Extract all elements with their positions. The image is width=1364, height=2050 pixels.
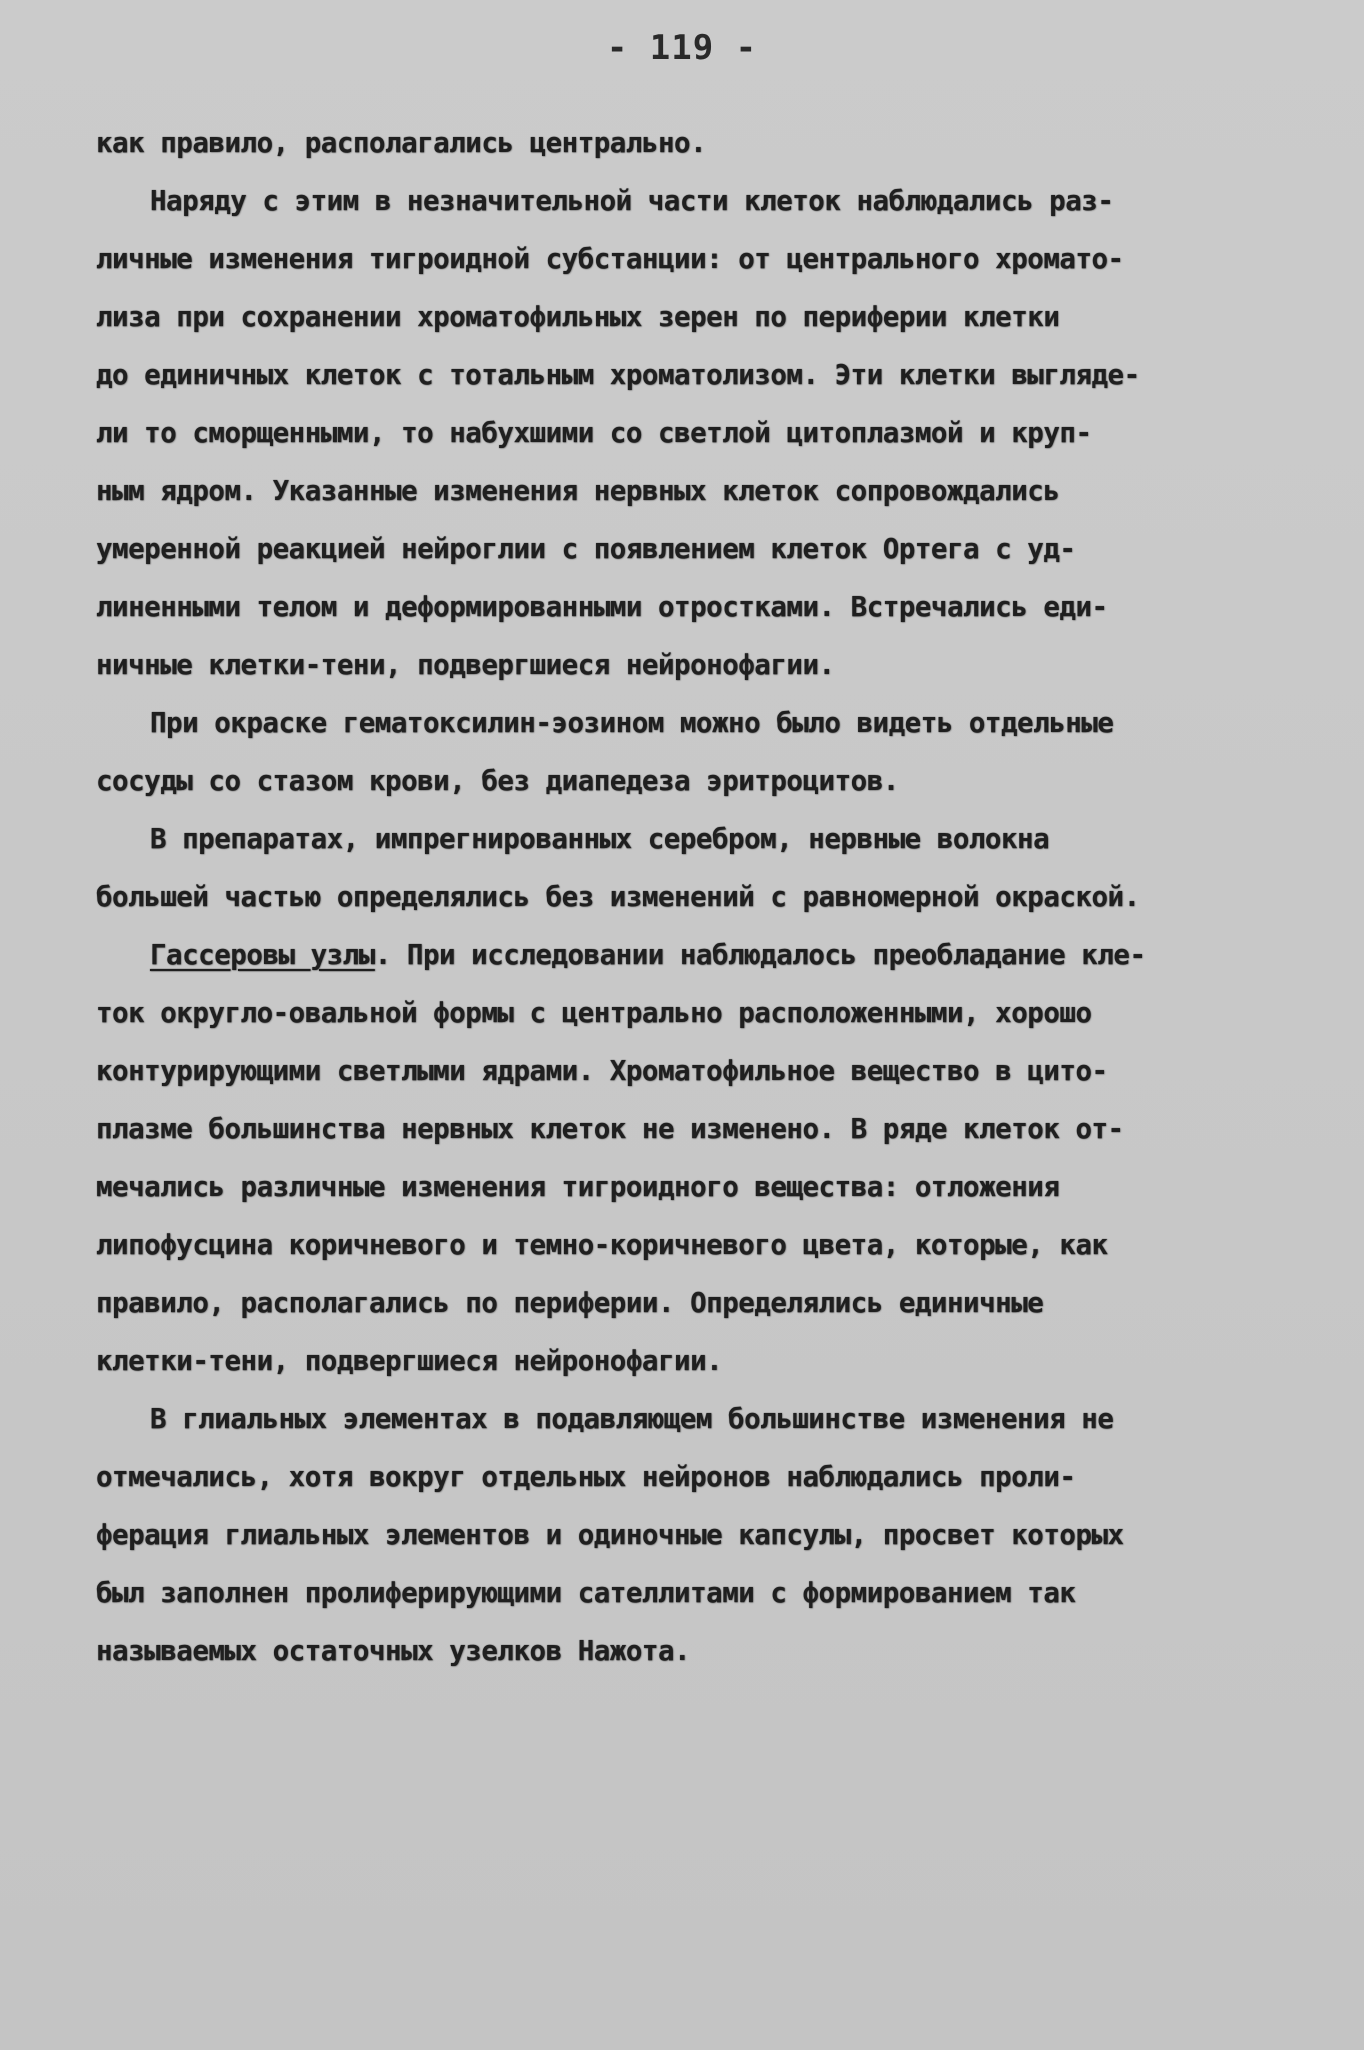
body-text (96, 114, 1256, 1680)
text-line: умеренной реакцией нейроглии с появлением клеток Ортега с уд- (96, 533, 1076, 565)
text-line: В препаратах, импрегнированных серебром, нервные волокна (150, 823, 1050, 855)
text-line: При окраске гематоксилин-эозином можно было видеть отдельные (150, 707, 1114, 739)
text-line: ным ядром. Указанные изменения нервных клеток сопровождались (96, 475, 1060, 507)
text-line: как правило, располагались центрально. (96, 127, 707, 159)
text-line: контурирующими светлыми ядрами. Хроматофильное вещество в цито- (96, 1055, 1108, 1087)
text-line: ферация глиальных элементов и одиночные капсулы, просвет которых (96, 1519, 1124, 1551)
text-line: мечались различные изменения тигроидного вещества: отложения (96, 1171, 1060, 1203)
text-line: до единичных клеток с тотальным хроматолизом. Эти клетки выгляде- (96, 359, 1140, 391)
text-line: плазме большинства нервных клеток не изменено. В ряде клеток от- (96, 1113, 1124, 1145)
text-line: отмечались, хотя вокруг отдельных нейронов наблюдались проли- (96, 1461, 1076, 1493)
text-line: ток округло-овальной формы с центрально расположенными, хорошо (96, 997, 1092, 1029)
text-line-rest: . При исследовании наблюдалось преобладание кле- (374, 939, 1146, 971)
text-line: правило, располагались по периферии. Определялись единичные (96, 1287, 1044, 1319)
text-line: липофусцина коричневого и темно-коричневого цвета, которые, как (96, 1229, 1108, 1261)
text-line: большей частью определялись без изменений с равномерной окраской. (96, 881, 1140, 913)
text-line: Наряду с этим в незначительной части клеток наблюдались раз- (150, 185, 1114, 217)
text-line: клетки-тени, подвергшиеся нейронофагии. (96, 1345, 723, 1377)
page-number: - 119 - (606, 28, 758, 68)
text-line: лиза при сохранении хроматофильных зерен по периферии клетки (96, 301, 1060, 333)
text-line: ничные клетки-тени, подвергшиеся нейронофагии. (96, 649, 835, 681)
text-line: был заполнен пролиферирующими сателлитами с формированием так (96, 1577, 1076, 1609)
text-line: личные изменения тигроидной субстанции: от центрального хромато- (96, 243, 1124, 275)
text-line: В глиальных элементах в подавляющем большинстве изменения не (150, 1403, 1114, 1435)
text-line: ли то сморщенными, то набухшими со светлой цитоплазмой и круп- (96, 417, 1092, 449)
text-line (96, 926, 1256, 984)
section-heading: Гассеровы узлы (150, 939, 375, 971)
text-line: сосуды со стазом крови, без диапедеза эритроцитов. (96, 765, 899, 797)
text-line: называемых остаточных узелков Нажота. (96, 1635, 691, 1667)
text-line: линенными телом и деформированными отростками. Встречались еди- (96, 591, 1108, 623)
